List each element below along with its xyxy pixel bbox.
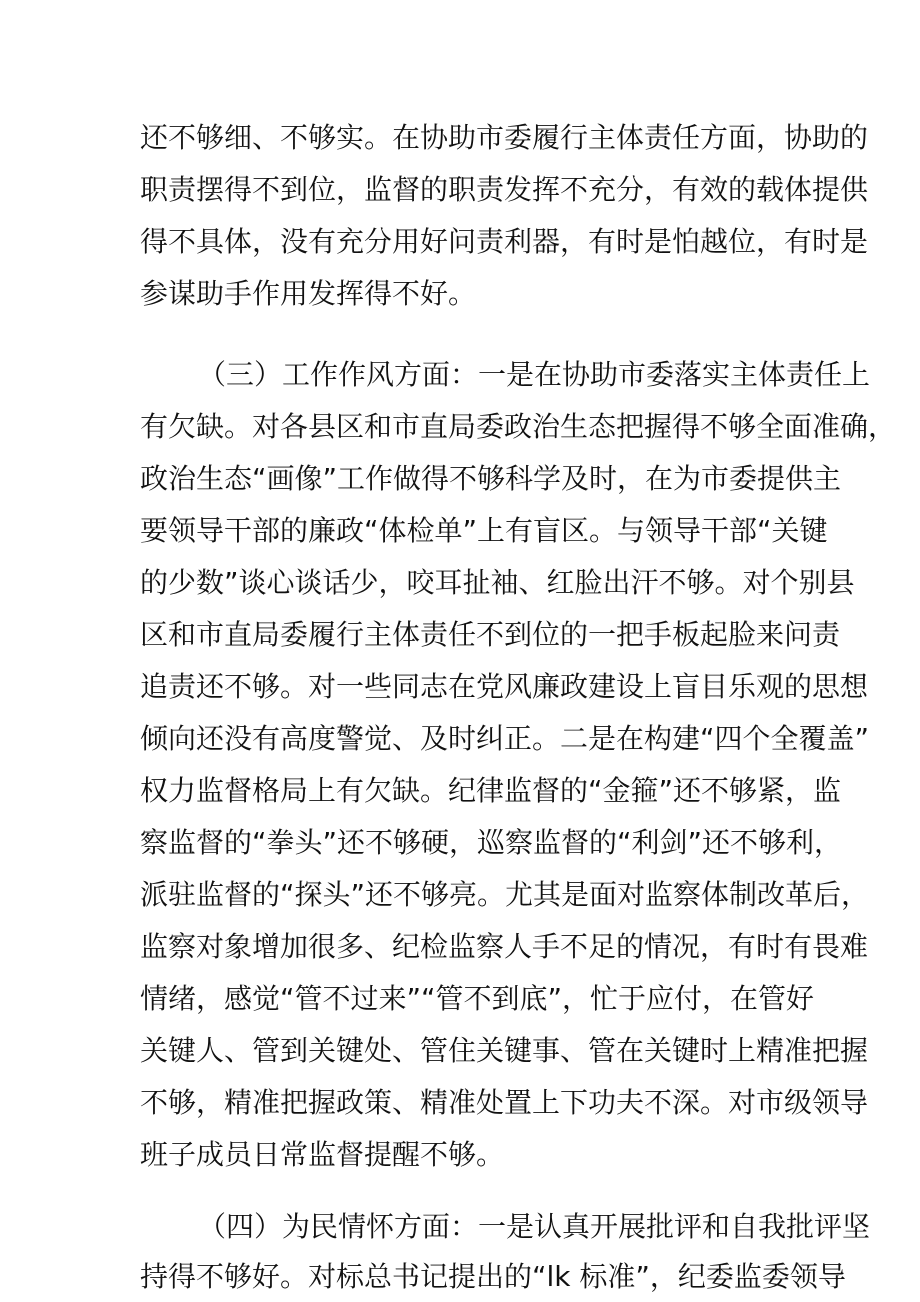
text-line: 参谋助手作用发挥得不好。: [140, 277, 477, 310]
text-line: 还不够细、不够实。在协助市委履行主体责任方面，协助的: [140, 121, 869, 154]
text-line: 政治生态“画像”工作做得不够科学及时，在为市委提供主: [140, 462, 842, 495]
text-line: 追责还不够。对一些同志在党风廉政建设上盲目乐观的思想: [140, 670, 869, 703]
text-line: 区和市直局委履行主体责任不到位的一把手板起脸来问责: [140, 618, 841, 651]
text-line: 不够，精准把握政策、精准处置上下功夫不深。对市级领导: [140, 1086, 869, 1119]
text-line: 派驻监督的“探头”还不够亮。尤其是面对监察体制改革后，: [140, 878, 870, 911]
text-line: 班子成员日常监督提醒不够。: [140, 1138, 505, 1171]
text-line: 察监督的“拳头”还不够硬，巡察监督的“利剑”还不够利，: [140, 826, 843, 859]
text-line: 持得不够好。对标总书记提出的“lk 标准”，纪委监委领导: [140, 1260, 846, 1293]
text-line: 权力监督格局上有欠缺。纪律监督的“金箍”还不够紧，监: [140, 774, 842, 807]
text-line: （三）工作作风方面：一是在协助市委落实主体责任上: [198, 358, 871, 391]
text-line: 职责摆得不到位，监督的职责发挥不充分，有效的载体提供: [140, 173, 869, 206]
text-line: （四）为民情怀方面：一是认真开展批评和自我批评坚: [198, 1210, 871, 1243]
text-line: 的少数”谈心谈话少，咬耳扯袖、红脸出汗不够。对个别县: [140, 566, 855, 599]
text-line: 监察对象增加很多、纪检监察人手不足的情况，有时有畏难: [140, 930, 869, 963]
text-line: 要领导干部的廉政“体检单”上有盲区。与领导干部“关键: [140, 514, 828, 547]
text-line: 情绪，感觉“管不过来”“管不到底”，忙于应付，在管好: [140, 982, 815, 1015]
text-line: 倾向还没有高度警觉、及时纠正。二是在构建“四个全覆盖”: [140, 722, 870, 755]
text-line: 得不具体，没有充分用好问责利器，有时是怕越位，有时是: [140, 225, 869, 258]
text-line: 有欠缺。对各县区和市直局委政治生态把握得不够全面准确，: [140, 410, 897, 443]
text-line: 关键人、管到关键处、管住关键事、管在关键时上精准把握: [140, 1034, 869, 1067]
